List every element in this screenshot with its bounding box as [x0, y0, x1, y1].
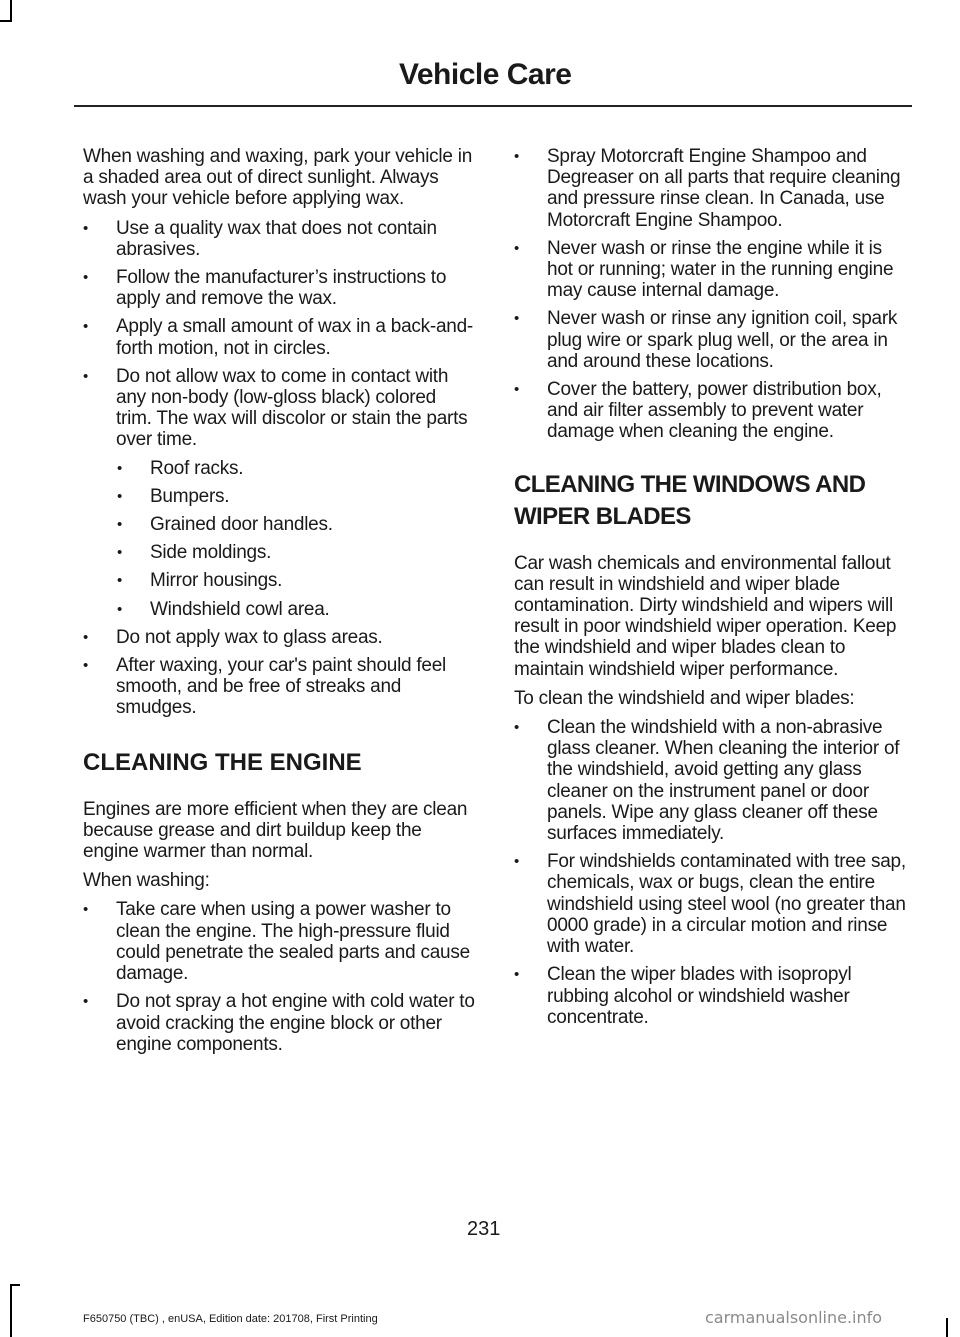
engine-bullet-list-cont — [514, 146, 908, 443]
to-clean-label: To clean the windshield and wiper blades: — [514, 687, 855, 709]
trim-item: • Roof racks. — [117, 458, 475, 479]
wax-bullet-text: Do not allow wax to come in contact with any non-body (low-gloss black) colored trim. The wax will discolor or stain the parts over time. — [116, 365, 468, 451]
page-header-title: Vehicle Care — [399, 58, 572, 91]
wax-intro: When washing and waxing, park your vehicle in a shaded area out of direct sunlight. Always wash your vehicle before applying wax. — [83, 146, 473, 210]
header-rule — [74, 105, 912, 107]
engine-bullet: • Never wash or rinse the engine while it is hot or running; water in the running engine may cause internal damage. — [514, 238, 908, 302]
engine-bullet: • Never wash or rinse any ignition coil, spark plug wire or spark plug well, or the area in and around these locations. — [514, 308, 908, 372]
windows-bullet: • For windshields contaminated with tree sap, chemicals, wax or bugs, clean the entire windshield using steel wool (no greater than 0000 grade) in a circular motion and rinse with water. — [514, 851, 908, 957]
windows-intro: Car wash chemicals and environmental fallout can result in windshield and wiper blade contamination. Dirty windshield and wipers will result in poor windshield wiper operation. Keep the windshield and wiper blades clean to maintain windshield wiper performance. — [514, 552, 897, 680]
engine-intro: Engines are more efficient when they are clean because grease and dirt buildup keep the engine warmer than normal. — [83, 798, 468, 863]
windows-heading-line2: WIPER BLADES — [514, 502, 691, 530]
crop-mark-bottom-left-h — [10, 1284, 20, 1286]
windows-bullet: • Clean the wiper blades with isopropyl rubbing alcohol or windshield washer concentrate. — [514, 964, 908, 1028]
wax-bullet: • Use a quality wax that does not contain abrasives. — [83, 218, 475, 260]
engine-bullet-list — [83, 899, 475, 1054]
wax-bullet — [83, 366, 475, 620]
engine-bullet: • Do not spray a hot engine with cold water to avoid cracking the engine block or other engine components. — [83, 991, 475, 1055]
page-number: 231 — [467, 1218, 501, 1240]
wax-bullet: • After waxing, your car's paint should feel smooth, and be free of streaks and smudges. — [83, 655, 475, 719]
watermark: carmanualsonline.info — [705, 1308, 883, 1327]
engine-bullet: • Spray Motorcraft Engine Shampoo and Degreaser on all parts that require cleaning and pressure rinse clean. In Canada, use Motorcraft Engine Shampoo. — [514, 146, 908, 231]
edition-footer: F650750 (TBC) , enUSA, Edition date: 201708, First Printing — [83, 1313, 378, 1325]
engine-section-heading: CLEANING THE ENGINE — [83, 748, 362, 776]
trim-item: • Mirror housings. — [117, 570, 475, 591]
left-column — [83, 146, 475, 1055]
crop-mark-bottom-right — [946, 1318, 948, 1337]
windows-heading-line1: CLEANING THE WINDOWS AND — [514, 470, 866, 498]
wax-bullet: • Follow the manufacturer’s instructions to apply and remove the wax. — [83, 267, 475, 309]
trim-item: • Side moldings. — [117, 542, 475, 563]
right-column — [514, 146, 908, 1028]
crop-mark-top-left-h — [0, 20, 12, 22]
crop-mark-bottom-left — [10, 1284, 12, 1337]
wax-bullet: • Apply a small amount of wax in a back-and-forth motion, not in circles. — [83, 316, 475, 358]
windows-bullet-list — [514, 717, 908, 1028]
engine-bullet: • Cover the battery, power distribution box, and air filter assembly to prevent water damage when cleaning the engine. — [514, 379, 908, 443]
trim-item: • Grained door handles. — [117, 514, 475, 535]
windows-section-heading — [514, 469, 908, 533]
engine-bullet: • Take care when using a power washer to clean the engine. The high-pressure fluid could penetrate the sealed parts and cause damage. — [83, 899, 475, 984]
trim-sub-list — [83, 458, 475, 620]
wax-bullet: • Do not apply wax to glass areas. — [83, 627, 475, 648]
crop-mark-top-left — [10, 0, 12, 22]
when-washing-label: When washing: — [83, 870, 210, 892]
trim-item: • Windshield cowl area. — [117, 599, 475, 620]
trim-item: • Bumpers. — [117, 486, 475, 507]
windows-bullet: • Clean the windshield with a non-abrasive glass cleaner. When cleaning the interior of the windshield, avoid getting any glass cleaner on the instrument panel or door panels. Wipe any glass cleaner off these surfaces immediately. — [514, 717, 908, 844]
wax-bullet-list — [83, 218, 475, 719]
